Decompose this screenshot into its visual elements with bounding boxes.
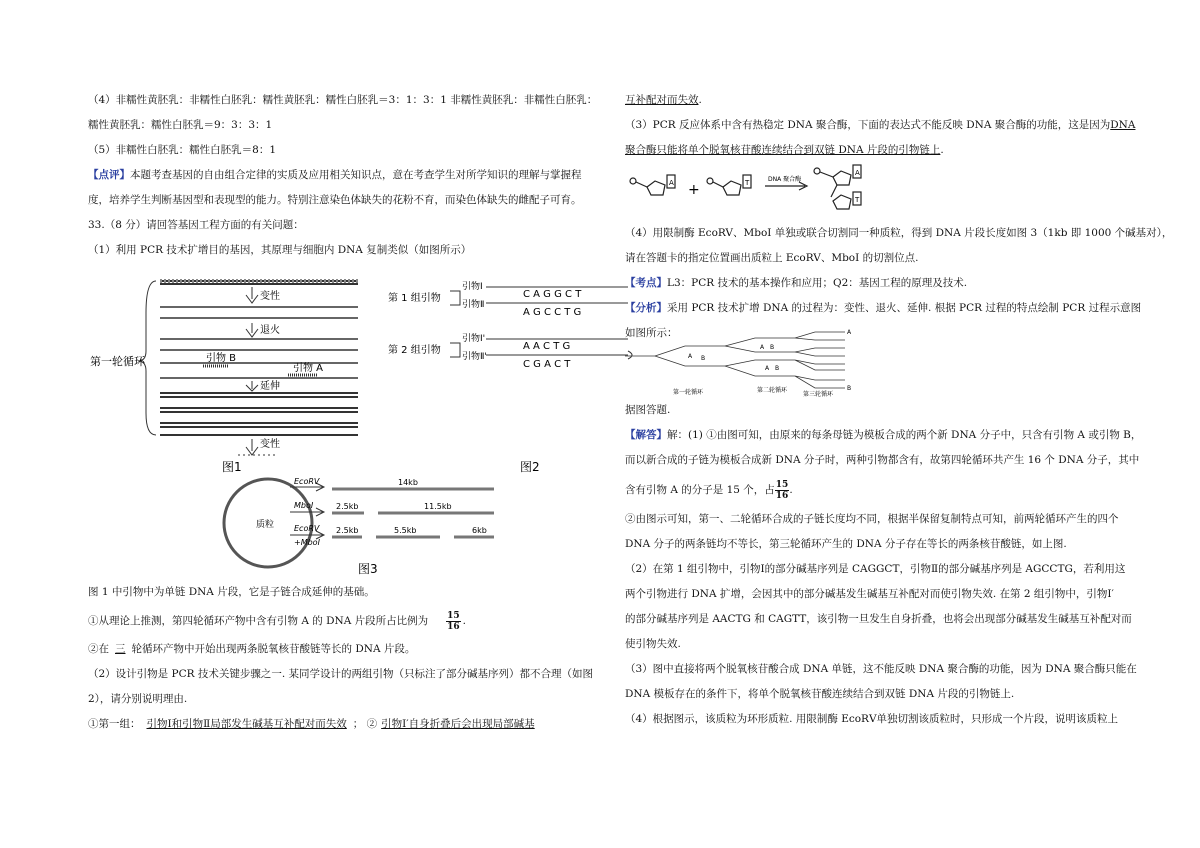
svg-text:B: B	[770, 344, 775, 351]
review-cont: 度，培养学生判断基因型和表现型的能力。特别注意染色体缺失的花粉不育，而染色体缺失的雌配子可育。	[88, 194, 582, 206]
tree-cycle-2: 第二轮循环	[757, 387, 788, 394]
fig2-seq-4: C G A C T	[523, 359, 571, 370]
fig3-14kb: 14kb	[398, 478, 418, 487]
figures-1-2	[88, 263, 606, 475]
pcr-tree-svg	[625, 324, 925, 398]
fig2-group-1: 第 1 组引物	[388, 293, 441, 304]
fig3-enzyme-3b: +MboI	[294, 538, 320, 547]
r15: DNA 模板存在的条件下，将单个脱氧核苷酸连续结合到双链 DNA 片段的引物链上.	[625, 688, 1015, 700]
plus-sign: +	[688, 182, 700, 198]
r7: 含有引物 A 的分子是 15 个，占 $\frac{15}{16}$ .	[625, 479, 793, 501]
tree-cycle-1: 第一轮循环	[673, 389, 704, 396]
fig1-primer-b: 引物 B	[206, 353, 237, 364]
base-t: T	[745, 179, 750, 187]
svg-text:B: B	[701, 355, 706, 362]
r5: 据图答题.	[625, 404, 671, 416]
q3-answer: 聚合酶只能将单个脱氧核苷酸连续结合到双链 DNA 片段的引物链上	[625, 144, 941, 156]
fig2-caption: 图2	[520, 460, 540, 474]
left-column	[88, 88, 606, 737]
q1a: ①从理论上推测，第四轮循环产物中含有引物 A 的 DNA 片段所占比例为 $\frac{15}{16}$ .	[88, 610, 466, 632]
fig2-seq-3: A A C T G	[523, 341, 571, 352]
kaodian: 【考点】L3：PCR 技术的基本操作和应用；Q2：基因工程的原理及技术.	[625, 277, 968, 289]
svg-text:B: B	[775, 365, 780, 372]
fig2-group-2: 第 2 组引物	[388, 345, 441, 356]
answer-4-cont: 糯性黄胚乳：糯性白胚乳＝9：3：3：1	[88, 119, 273, 131]
fig3-enzyme-1: EcoRV	[294, 477, 320, 486]
r14: （3）图中直接将两个脱氧核苷酸合成 DNA 单链，这不能反映 DNA 聚合酶的功能，因为 DNA 聚合酶只能在	[625, 663, 1137, 675]
r10: （2）在第 1 组引物中，引物Ⅰ的部分碱基序列是 CAGGCT，引物Ⅱ的部分碱基序列是 AGCCTG，若利用这	[625, 563, 1126, 575]
figure-1-2-svg	[88, 263, 708, 475]
review-tag: 【点评】	[88, 169, 130, 181]
fig2-seq-1: C A G G C T	[523, 289, 582, 300]
r8: ②由图示可知，第一、二轮循环合成的子链长度均不同，根据半保留复制特点可知，前两轮循环产生的四个	[625, 513, 1119, 525]
q1b: ②在 三 轮循环产物中开始出现两条脱氧核苷酸链等长的 DNA 片段。	[88, 643, 416, 655]
q2-answers: ①第一组： 引物Ⅰ和引物Ⅱ局部发生碱基互补配对而失效 ； ② 引物Ⅰ′自身折叠后会出现局部碱基	[88, 712, 606, 737]
fig2-seq-2: A G C C T G	[523, 307, 582, 318]
jieda: 【解答】解：(1) ①由图可知，由原来的每条母链为模板合成的两个新 DNA 分子中，只含有引物 A 或引物 B，	[625, 429, 1142, 441]
fig2-primer-2: 引物Ⅱ	[462, 300, 485, 310]
q2-answer-2: 引物Ⅰ′自身折叠后会出现局部碱基	[381, 718, 535, 730]
fig1-extend: 延伸	[260, 381, 280, 392]
fig3-2-5kb-b: 2.5kb	[336, 526, 359, 535]
svg-text:A: A	[765, 365, 770, 372]
svg-text:T: T	[855, 196, 860, 204]
fig2-primer-2b: 引物Ⅱ'	[462, 352, 487, 362]
q2-cont: 2），请分别说明理由.	[88, 693, 188, 705]
fig1-caption: 图1	[222, 460, 242, 474]
svg-text:A: A	[760, 344, 765, 351]
fenxi-cont: 如图所示：	[625, 327, 678, 339]
fig1-anneal: 退火	[260, 325, 280, 336]
r16: （4）根据图示，该质粒为环形质粒. 用限制酶 EcoRⅤ单独切割该质粒时，只形成一个片段，说明该质粒上	[625, 713, 1119, 725]
fig2-primer-1b: 引物Ⅰ'	[462, 334, 486, 344]
q4-cont: 请在答题卡的指定位置画出质粒上 EcoRV、MboI 的切割位点.	[625, 252, 919, 264]
figure-3-svg	[88, 475, 608, 580]
base-a: A	[669, 179, 674, 187]
fig2-primer-1: 引物Ⅰ	[462, 282, 483, 292]
q2: （2）设计引物是 PCR 技术关键步骤之一. 某同学设计的两组引物（只标注了部分碱基序列）都不合理（如图	[88, 668, 594, 680]
right-column	[625, 88, 1185, 732]
r12: 的部分碱基序列是 AACTG 和 CAGTT，该引物一旦发生自身折叠，也将会出现部分碱基发生碱基互补配对而	[625, 613, 1132, 625]
fenxi: 【分析】采用 PCR 技术扩增 DNA 的过程为：变性、退火、延伸. 根据 PCR 过程的特点绘制 PCR 过程示意图	[625, 302, 1142, 314]
enzyme-label: DNA 聚合酶	[768, 176, 802, 183]
r13: 使引物失效.	[625, 638, 681, 650]
fig3-caption: 图3	[358, 562, 378, 576]
fig1-denature: 变性	[260, 291, 280, 302]
question-33: 33.（8 分）请回答基因工程方面的有关问题：	[88, 219, 304, 231]
q2-answer-1: 引物Ⅰ和引物Ⅱ局部发生碱基互补配对而失效	[146, 718, 347, 730]
fig1-primer-a: 引物 A	[293, 363, 324, 374]
nucleotide-svg	[625, 163, 925, 221]
fraction-15-16: $\frac{15}{16}$	[447, 610, 460, 632]
svg-text:A: A	[855, 169, 860, 177]
answer-4: （4）非糯性黄胚乳：非糯性白胚乳：糯性黄胚乳：糯性白胚乳＝3：1：3：1 非糯性黄胚乳：非糯性白胚乳：	[88, 94, 598, 106]
svg-text:A: A	[847, 329, 852, 336]
fig3-enzyme-2: MboI	[294, 501, 314, 510]
svg-text:A: A	[688, 353, 693, 360]
fig3-6kb: 6kb	[472, 526, 487, 535]
review: 【点评】本题考查基因的自由组合定律的实质及应用相关知识点，意在考查学生对所学知识的理解与掌握程	[88, 169, 582, 181]
answer-5: （5）非糯性白胚乳：糯性白胚乳＝8：1	[88, 144, 277, 156]
figure-3	[88, 475, 606, 580]
fig3-plasmid: 质粒	[256, 520, 275, 530]
q4: （4）用限制酶 EcoRV、MboI 单独或联合切割同一种质粒，得到 DNA 片段长度如图 3（1kb 即 1000 个碱基对），	[625, 227, 1173, 239]
fig3-11-5kb: 11.5kb	[424, 502, 452, 511]
pcr-tree-figure	[625, 324, 1185, 398]
fig3-5-5kb: 5.5kb	[394, 526, 417, 535]
r6: 而以新合成的子链为模板合成新 DNA 分子时，两种引物都含有，故第四轮循环共产生 16 个 DNA 分子，其中	[625, 454, 1140, 466]
q2-answer-2-cont: 互补配对而失效.	[625, 94, 702, 106]
fig1-denature-2: 变性	[260, 439, 280, 450]
figure-1	[138, 281, 358, 455]
tree-cycle-3: 第三轮循环	[803, 391, 834, 398]
svg-text:B: B	[847, 385, 852, 392]
fig1-cycle-label: 第一轮循环	[90, 355, 145, 368]
q1b-answer: 三	[115, 643, 126, 655]
nucleotide-figure	[625, 163, 1185, 221]
q3: （3）PCR 反应体系中含有热稳定 DNA 聚合酶，下面的表达式不能反映 DNA 聚合酶的功能，这是因为DNA	[625, 119, 1136, 131]
r11: 两个引物进行 DNA 扩增，会因其中的部分碱基发生碱基互补配对而使引物失效. 在第 2 组引物中，引物Ⅰ′	[625, 588, 1114, 600]
q3-cont: 聚合酶只能将单个脱氧核苷酸连续结合到双链 DNA 片段的引物链上.	[625, 144, 944, 156]
r9: DNA 分子的两条链均不等长，第三轮循环产生的 DNA 分子存在等长的两条核苷酸链，如上图.	[625, 538, 1067, 550]
fig3-2-5kb-a: 2.5kb	[336, 502, 359, 511]
question-33-1: （1）利用 PCR 技术扩增目的基因，其原理与细胞内 DNA 复制类似（如图所示）	[88, 244, 472, 256]
fig3-enzyme-3: EcoRV	[294, 524, 320, 533]
fig-note: 图 1 中引物中为单链 DNA 片段，它是子链合成延伸的基础。	[88, 586, 375, 598]
fraction-15-16-r: $\frac{15}{16}$	[775, 479, 789, 501]
